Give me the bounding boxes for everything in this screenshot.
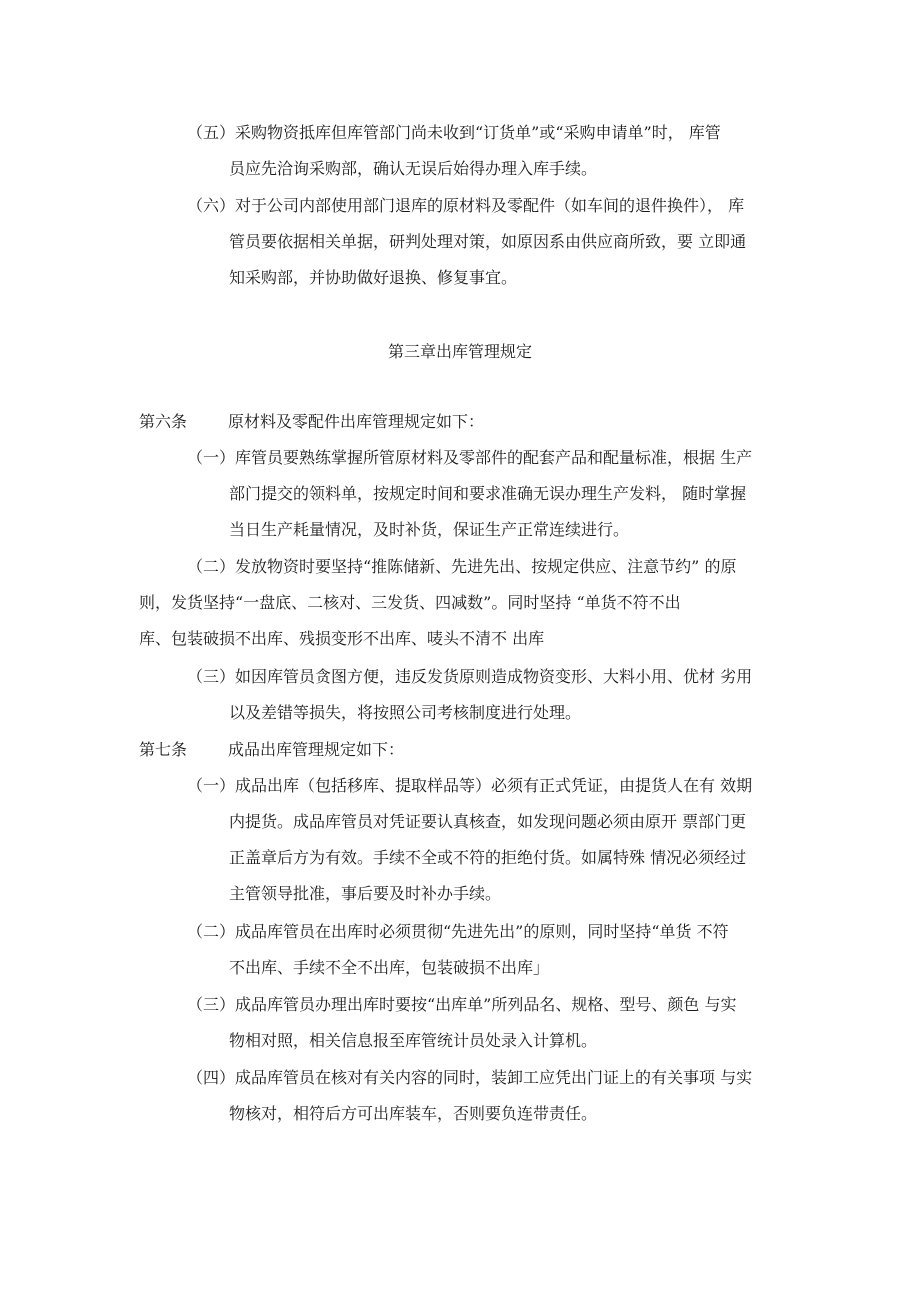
article-7-item-4-line-2: 物核对，相符后方可出库装车，否则要负连带责任。: [229, 1104, 598, 1123]
article-7-label: 第七条: [139, 740, 188, 759]
article-6-item-2-line-1: （二）发放物资时要坚持“推陈储新、先进先出、按规定供应、注意节约” 的原: [187, 557, 737, 576]
article-6-item-1-line-2: 部门提交的领料单，按规定时间和要求准确无误办理生产发料， 随时掌握: [229, 484, 747, 503]
item-6-line-1: （六）对于公司内部使用部门退库的原材料及零配件（如车间的退件换件）， 库: [187, 196, 745, 215]
item-6-line-2: 管员要依据相关单据，研判处理对策，如原因系由供应商所致，要 立即通: [229, 232, 747, 251]
article-6-item-2-line-3: 库、包装破损不出库、残损变形不出库、唛头不清不 出库: [139, 629, 545, 648]
article-6-item-3-line-2: 以及差错等损失，将按照公司考核制度进行处理。: [229, 703, 582, 722]
article-6-item-3-line-1: （三）如因库管员贪图方便，违反发货原则造成物资变形、大料小用、优材 劣用: [187, 667, 753, 686]
article-7-item-1-line-3: 正盖章后方为有效。手续不全或不符的拒绝付货。如属特殊 情况必须经过: [229, 848, 747, 867]
item-5-line-1: （五）采购物资抵库但库管部门尚未收到“订货单”或“采购申请单”时， 库管: [187, 123, 721, 142]
article-7-item-1-line-1: （一）成品出库（包括移库、提取样品等）必须有正式凭证，由提货人在有 效期: [187, 776, 753, 795]
article-7-item-2-line-2: 不出库、手续不全不出库，包装破损不出库」: [229, 958, 550, 977]
article-6-item-1-line-3: 当日生产耗量情况，及时补货，保证生产正常连续进行。: [229, 520, 630, 539]
article-7-title: 成品出库管理规定如下：: [228, 740, 405, 759]
item-5-line-2: 员应先洽询采购部，确认无误后始得办理入库手续。: [229, 159, 598, 178]
article-7-item-4-line-1: （四）成品库管员在核对有关内容的同时，装卸工应凭出门证上的有关事项 与实: [187, 1068, 753, 1087]
article-6-item-1-line-1: （一）库管员要熟练掌握所管原材料及零部件的配套产品和配量标准，根据 生产: [187, 448, 753, 467]
item-6-line-3: 知采购部，并协助做好退换、修复事宜。: [229, 268, 518, 287]
article-6-label: 第六条: [139, 412, 188, 431]
article-7-item-2-line-1: （二）成品库管员在出库时必须贯彻“先进先出”的原则，同时坚持“单货 不符: [187, 922, 729, 941]
article-6-title: 原材料及零配件出库管理规定如下：: [228, 412, 485, 431]
article-6-item-2-line-2: 则，发货坚持“一盘底、二核对、三发货、四减数”。同时坚持 “单货不符不出: [139, 593, 681, 612]
article-7-item-1-line-4: 主管领导批准，事后要及时补办手续。: [229, 884, 502, 903]
chapter-title: 第三章出库管理规定: [387, 342, 532, 361]
article-7-item-1-line-2: 内提货。成品库管员对凭证要认真核查，如发现问题必须由原开 票部门更: [229, 812, 747, 831]
article-7-item-3-line-1: （三）成品库管员办理出库时要按“出库单”所列品名、规格、型号、颜色 与实: [187, 995, 737, 1014]
article-7-item-3-line-2: 物相对照，相关信息报至库管统计员处录入计算机。: [229, 1031, 598, 1050]
